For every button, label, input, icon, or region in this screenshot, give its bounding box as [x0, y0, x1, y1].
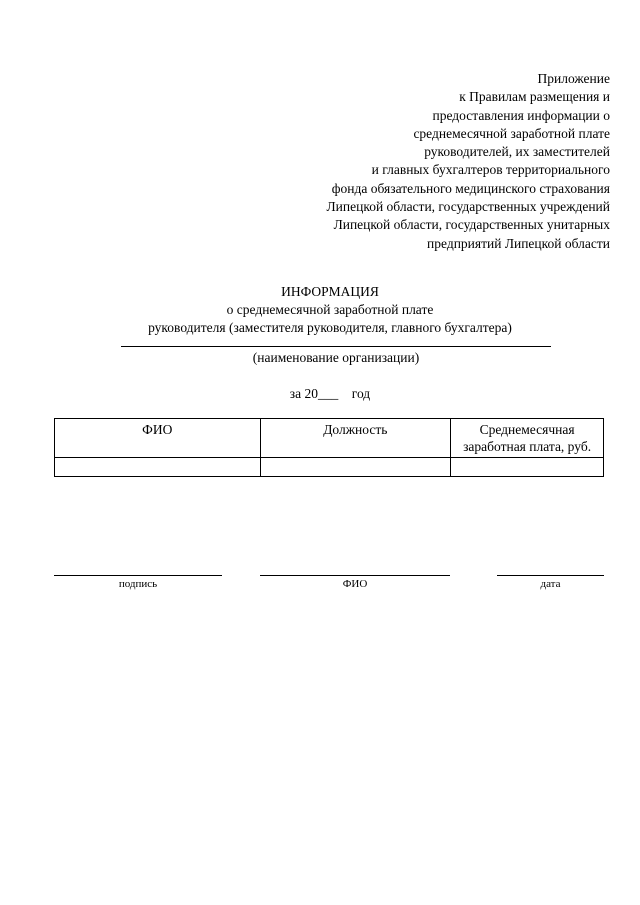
appendix-note — [250, 70, 610, 253]
column-header-position: Должность — [260, 419, 451, 458]
column-header-salary: Среднемесячная заработная плата, руб. — [451, 419, 604, 458]
cell-fio[interactable] — [55, 458, 261, 477]
title-subheading: о среднемесячной заработной плате — [226, 302, 434, 317]
appendix-line: среднемесячной заработной плате — [413, 125, 610, 141]
appendix-line: руководителей, их заместителей — [424, 144, 610, 160]
appendix-line: к Правилам размещения и — [459, 89, 610, 105]
appendix-line: предприятий Липецкой области — [427, 235, 610, 251]
cell-salary[interactable] — [451, 458, 604, 477]
cell-position[interactable] — [260, 458, 451, 477]
document-title — [0, 283, 640, 337]
title-heading: ИНФОРМАЦИЯ — [281, 284, 379, 299]
appendix-line: фонда обязательного медицинского страхования — [331, 180, 610, 196]
organization-caption: (наименование организации) — [252, 350, 420, 365]
organization-name-field[interactable] — [121, 346, 551, 347]
signature-name-field[interactable]: ФИО — [260, 575, 450, 591]
appendix-line: Приложение — [537, 71, 610, 86]
column-header-fio: ФИО — [55, 419, 261, 458]
year-field[interactable]: за 20___ год — [289, 386, 371, 401]
table-row — [55, 458, 604, 477]
signature-date-field[interactable]: дата — [497, 575, 604, 591]
table-header-row — [55, 419, 604, 458]
signature-field[interactable]: подпись — [54, 575, 222, 591]
title-subheading: руководителя (заместителя руководителя, главного бухгалтера) — [148, 320, 512, 335]
salary-table — [54, 418, 604, 477]
appendix-line: Липецкой области, государственных учреждений — [326, 199, 610, 215]
appendix-line: Липецкой области, государственных унитарных — [333, 217, 610, 233]
appendix-line: предоставления информации о — [432, 107, 610, 123]
appendix-line: и главных бухгалтеров территориального — [371, 162, 610, 178]
